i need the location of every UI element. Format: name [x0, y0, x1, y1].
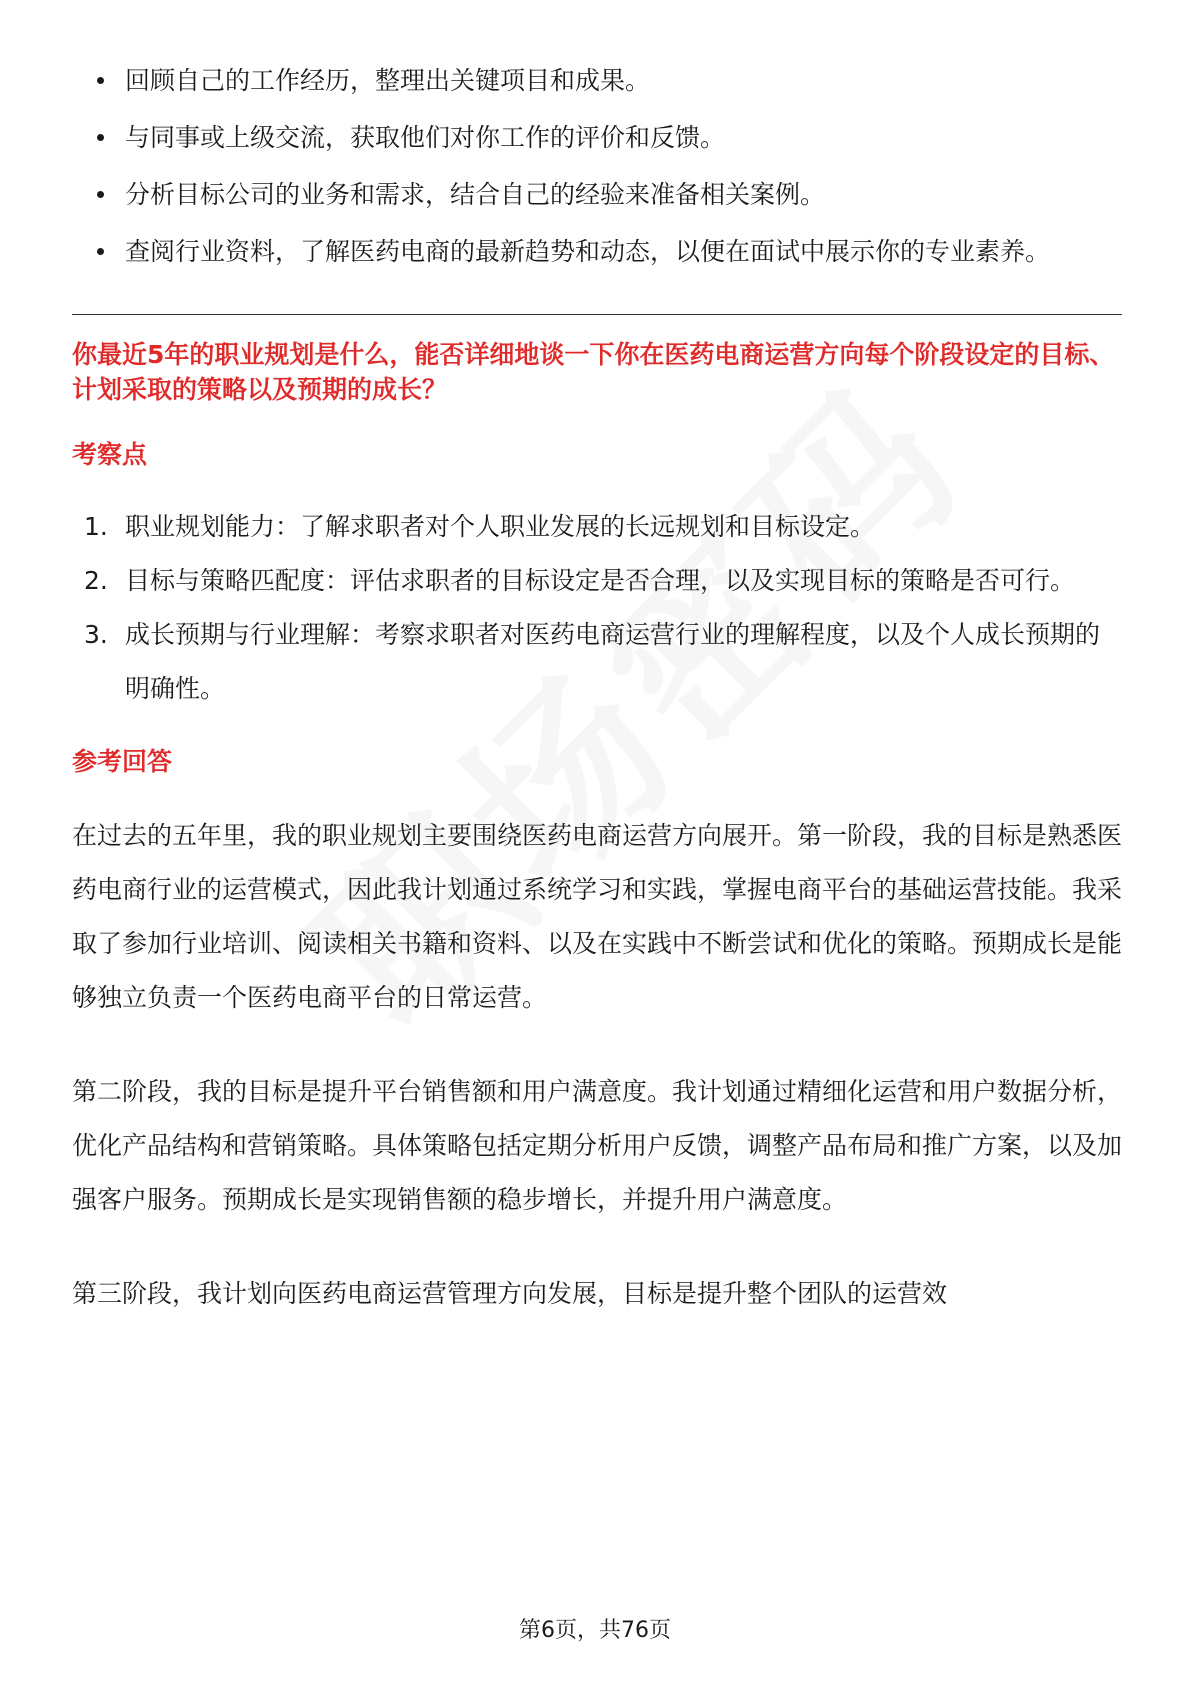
- interview-question: 你最近5年的职业规划是什么，能否详细地谈一下你在医药电商运营方向每个阶段设定的目标、计划采取的策略以及预期的成长？: [72, 340, 1115, 404]
- answer-paragraph: 在过去的五年里，我的职业规划主要围绕医药电商运营方向展开。第一阶段，我的目标是熟悉医药电商行业的运营模式，因此我计划通过系统学习和实践，掌握电商平台的基础运营技能。我采取了参加行业培训、阅读相关书籍和资料、以及在实践中不断尝试和优化的策略。预期成长是能够独立负责一个医药电商平台的日常运营。: [72, 821, 1123, 1012]
- item-number: 2.: [84, 566, 108, 595]
- list-item: 分析目标公司的业务和需求，结合自己的经验来准备相关案例。: [72, 166, 1122, 223]
- list-item: 与同事或上级交流，获取他们对你工作的评价和反馈。: [72, 109, 1122, 166]
- list-item: 查阅行业资料，了解医药电商的最新趋势和动态，以便在面试中展示你的专业素养。: [72, 223, 1122, 280]
- answer-heading: 参考回答: [72, 747, 173, 776]
- list-item: 回顾自己的工作经历，整理出关键项目和成果。: [72, 52, 1122, 109]
- answer-paragraph: 第二阶段，我的目标是提升平台销售额和用户满意度。我计划通过精细化运营和用户数据分析，优化产品结构和营销策略。具体策略包括定期分析用户反馈，调整产品布局和推广方案，以及加强客户服务。预期成长是实现销售额的稳步增长，并提升用户满意度。: [72, 1077, 1123, 1214]
- item-text: 职业规划能力：了解求职者对个人职业发展的长远规划和目标设定。: [125, 512, 876, 541]
- item-number: 3.: [84, 620, 108, 649]
- section-divider: [72, 314, 1122, 315]
- item-text: 目标与策略匹配度：评估求职者的目标设定是否合理，以及实现目标的策略是否可行。: [125, 566, 1076, 595]
- item-number: 1.: [84, 512, 108, 541]
- page-number-footer: 第6页，共76页: [519, 1618, 671, 1643]
- list-item: [72, 608, 1122, 716]
- assessment-points-list: [72, 500, 1122, 716]
- assessment-heading: 考察点: [72, 440, 148, 469]
- list-item: [72, 554, 1122, 608]
- document-page: [72, 52, 1122, 1321]
- list-item: [72, 500, 1122, 554]
- answer-paragraph: 第三阶段，我计划向医药电商运营管理方向发展，目标是提升整个团队的运营效: [72, 1279, 948, 1308]
- item-text: 成长预期与行业理解：考察求职者对医药电商运营行业的理解程度，以及个人成长预期的明确性。: [125, 620, 1101, 703]
- preparation-tips-list: [72, 52, 1122, 280]
